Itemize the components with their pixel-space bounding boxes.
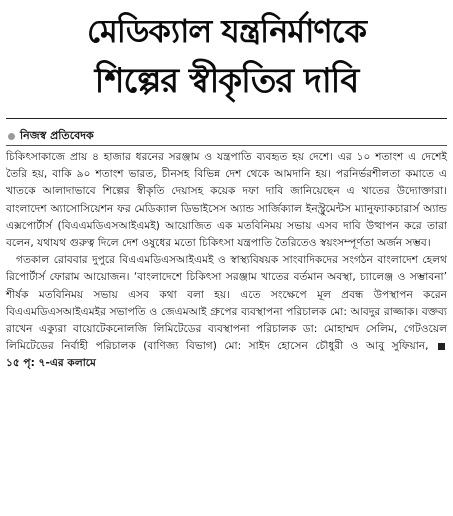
paragraph-1: চিকিৎসাকাজে প্রায় ৪ হাজার ধরনের সরঞ্জাম ও যন্ত্রপাতি ব্যবহৃত হয় দেশে। এর ১০ শতাংশ এ দেশেই তৈরি হয়, বাকি ৯০ শতাংশ ভারত, চীনসহ বিভিন্ন দেশ থেকে আমদানি হয়। পরনির্ভরশীলতা কমাতে এ খাতকে আলাদাভাবে শিল্পের স্বীকৃতি দেয়াসহ কয়েক দফা দাবি জানিয়েছেন এ খাতের উদ্যোক্তারা। বাংলাদেশ অ্যাসোসিয়েশন ফর মেডিক্যাল ডিভাইসেস অ্যান্ড সার্জিক্যাল ইনস্ট্রুমেন্টস ম্যানুফ্যাকচারার্স অ্যান্ড এক্সপোর্টার্স (বিএএমডিএসআইএমই) আয়োজিত এক মতবিনিময় সভায় এসব দাবি উত্থাপন করে তারা বলেন, যথাযথ গুরুত্ব দিলে দেশ ওষুধের মতো চিকিৎসা যন্ত্রপাতি তৈরিতেও স্বয়ংসম্পূর্ণতা অর্জন সম্ভব। — [6, 151, 447, 250]
paragraph-2 — [6, 252, 447, 372]
article-body — [6, 149, 447, 373]
headline-line-2: শিল্পের স্বীকৃতির দাবি — [94, 61, 359, 101]
headline-divider — [6, 118, 447, 119]
continuation-link[interactable]: ১৫ পৃ: ৭-এর কলামে — [6, 357, 96, 370]
byline — [8, 127, 94, 146]
headline — [6, 6, 447, 106]
paragraph-2-text: গতকাল রোববার দুপুরে বিএএমডিএসআইএমই ও স্বাস্থ্যবিষয়ক সাংবাদিকদের সংগঠন বাংলাদেশ হেলথ রিপোর্টার্স ফোরাম আয়োজন। ‘বাংলাদেশে চিকিৎসা সরঞ্জাম খাতের বর্তমান অবস্থা, চ্যালেঞ্জ ও সম্ভাবনা’ শীর্ষক মতবিনিময় সভায় এসব কথা বলা হয়। এতে সংক্ষেপে মূল প্রবন্ধ উপস্থাপন করেন বিএএমডিএসআইএমইর সভাপতি ও জেএমআই গ্রুপের ব্যবস্থাপনা পরিচালক মো: আবদুর রাজ্জাক। বক্তব্য রাখেন এক্যুরা বায়োটেকনোলজি লিমিটেডের ব্যবস্থাপনা পরিচালক ডা: মোহাম্মদ সেলিম, গেটওয়েল লিমিটেডের নির্বাহী পরিচালক (বাণিজ্য বিভাগ) মো: সাইদ হোসেন চৌধুরী ও আবু সুফিয়ান, — [6, 254, 447, 353]
square-bullet-icon — [438, 343, 445, 350]
byline-divider — [6, 145, 447, 146]
bullet-icon — [8, 133, 15, 140]
byline-text: নিজস্ব প্রতিবেদক — [20, 129, 94, 142]
headline-line-1: মেডিক্যাল যন্ত্রনির্মাণকে — [87, 12, 366, 50]
